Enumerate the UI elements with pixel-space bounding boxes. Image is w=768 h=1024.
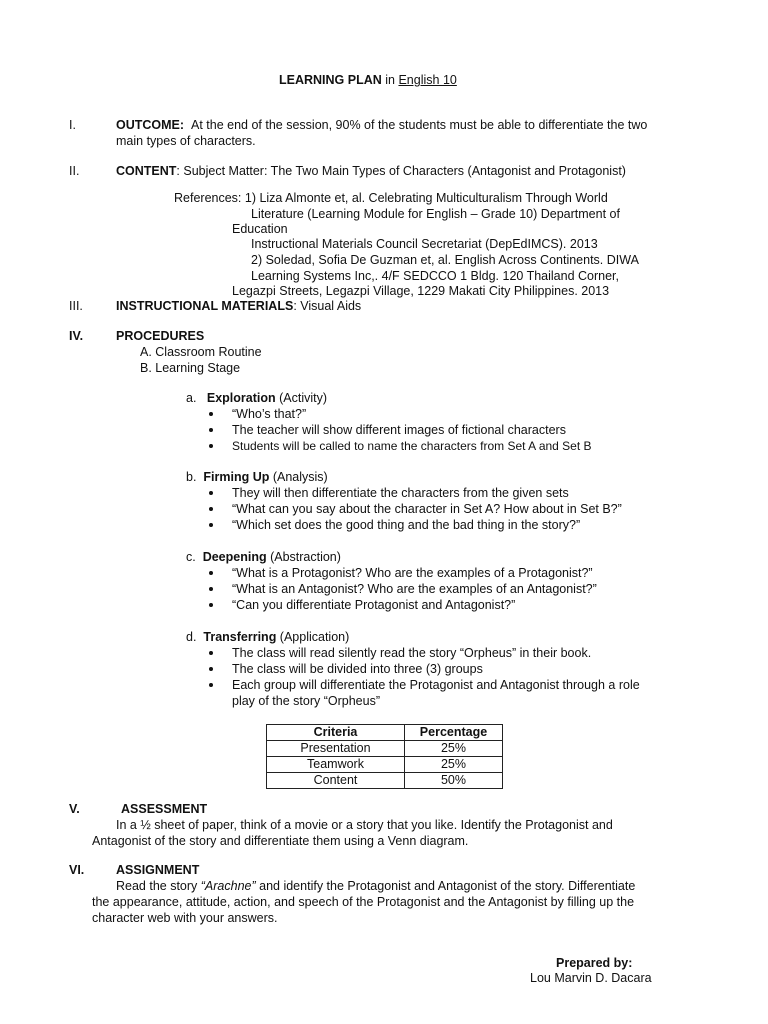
stage-name: Deepening	[202, 550, 267, 564]
table-cell: Content	[267, 773, 405, 789]
stage-transferring-heading	[186, 629, 349, 645]
assignment-pre: Read the story	[116, 879, 201, 893]
procedures-label: PROCEDURES	[116, 329, 205, 343]
list-item: “What can you say about the character in Set A? How about in Set B?”	[232, 502, 622, 516]
outcome-label: OUTCOME:	[116, 118, 185, 132]
list-item-continuation: play of the story “Orpheus”	[232, 694, 380, 708]
table-row	[267, 741, 503, 757]
bullet-icon	[209, 683, 213, 687]
assignment-line1	[116, 878, 635, 894]
list-item: The teacher will show different images of fictional characters	[232, 423, 566, 437]
procedures-item-a: A. Classroom Routine	[140, 345, 262, 359]
stage-name: Transferring	[203, 630, 277, 644]
stage-type: (Analysis)	[269, 470, 328, 484]
assessment-line1: In a ½ sheet of paper, think of a movie or a story that you like. Identify the Protagonist and	[116, 818, 613, 832]
assignment-label: ASSIGNMENT	[116, 863, 200, 877]
assignment-numeral: VI.	[69, 863, 85, 877]
bullet-icon	[209, 603, 213, 607]
assignment-line2: the appearance, attitude, action, and speech of the Protagonist and the Antagonist by filling up the	[92, 895, 635, 909]
stage-letter: c.	[186, 550, 196, 564]
table-row	[267, 773, 503, 789]
procedures-item-b: B. Learning Stage	[140, 361, 241, 375]
outcome-text1: At the end of the session, 90% of the students must be able to differentiate the two	[191, 118, 648, 132]
list-item: They will then differentiate the characters from the given sets	[232, 486, 569, 500]
assessment-line2: Antagonist of the story and differentiate them using a Venn diagram.	[92, 834, 469, 848]
assignment-story: “Arachne”	[200, 879, 256, 893]
preparer-name: Lou Marvin D. Dacara	[530, 971, 652, 985]
list-item: “What is an Antagonist? Who are the examples of an Antagonist?”	[232, 582, 597, 596]
materials-numeral: III.	[69, 299, 83, 313]
document-title	[279, 72, 457, 88]
stage-name: Firming Up	[203, 470, 270, 484]
table-cell: 50%	[405, 773, 503, 789]
criteria-table	[266, 724, 503, 789]
reference-line-2: Literature (Learning Module for English – Grade 10) Department of	[251, 207, 620, 221]
outcome-line1	[116, 117, 647, 133]
bullet-icon	[209, 444, 213, 448]
list-item: “Which set does the good thing and the bad thing in the story?”	[232, 518, 581, 532]
stage-type: (Activity)	[275, 391, 328, 405]
list-item: Each group will differentiate the Protagonist and Antagonist through a role	[232, 678, 640, 692]
content-label: CONTENT	[116, 164, 177, 178]
assignment-post: and identify the Protagonist and Antagonist of the story. Differentiate	[255, 879, 636, 893]
content-text: : Subject Matter: The Two Main Types of Characters (Antagonist and Protagonist)	[176, 164, 626, 178]
reference-line-1: References: 1) Liza Almonte et, al. Celebrating Multiculturalism Through World	[174, 191, 608, 205]
reference-line-7: Legazpi Streets, Legazpi Village, 1229 Makati City Philippines. 2013	[232, 284, 610, 298]
list-item: The class will read silently read the story “Orpheus” in their book.	[232, 646, 592, 660]
outcome-numeral: I.	[69, 118, 76, 132]
stage-type: (Abstraction)	[266, 550, 341, 564]
stage-name: Exploration	[206, 391, 276, 405]
reference-line-3: Education	[232, 222, 288, 236]
table-cell: Presentation	[267, 741, 405, 757]
list-item: “Who’s that?”	[232, 407, 307, 421]
reference-line-6: Learning Systems Inc,. 4/F SEDCCO 1 Bldg. 120 Thailand Corner,	[251, 269, 620, 283]
assessment-label: ASSESSMENT	[121, 802, 208, 816]
content-numeral: II.	[69, 164, 80, 178]
bullet-icon	[209, 571, 213, 575]
materials-text: : Visual Aids	[293, 299, 362, 313]
reference-line-4: Instructional Materials Council Secretariat (DepEdIMCS). 2013	[251, 237, 598, 251]
prepared-by-label: Prepared by:	[556, 956, 633, 970]
title-subject: English 10	[398, 73, 457, 87]
list-item: Students will be called to name the characters from Set A and Set B	[232, 439, 592, 453]
stage-letter: b.	[186, 470, 197, 484]
bullet-icon	[209, 412, 213, 416]
table-cell: 25%	[405, 757, 503, 773]
list-item: “Can you differentiate Protagonist and Antagonist?”	[232, 598, 516, 612]
content-line	[116, 163, 626, 179]
bullet-icon	[209, 428, 213, 432]
table-cell: 25%	[405, 741, 503, 757]
bullet-icon	[209, 667, 213, 671]
procedures-numeral: IV.	[69, 329, 84, 343]
materials-label: INSTRUCTIONAL MATERIALS	[116, 299, 294, 313]
table-row	[267, 757, 503, 773]
bullet-icon	[209, 587, 213, 591]
reference-line-5: 2) Soledad, Sofia De Guzman et, al. English Across Continents. DIWA	[251, 253, 639, 267]
table-header: Percentage	[405, 725, 503, 741]
table-cell: Teamwork	[267, 757, 405, 773]
bullet-icon	[209, 523, 213, 527]
table-header-row	[267, 725, 503, 741]
stage-firming-up-heading	[186, 469, 328, 485]
bullet-icon	[209, 491, 213, 495]
stage-letter: d.	[186, 630, 197, 644]
assignment-line3: character web with your answers.	[92, 911, 278, 925]
materials-line	[116, 298, 361, 314]
title-mid: in	[381, 73, 399, 87]
bullet-icon	[209, 651, 213, 655]
stage-letter: a.	[186, 391, 197, 405]
bullet-icon	[209, 507, 213, 511]
stage-type: (Application)	[276, 630, 350, 644]
stage-deepening-heading	[186, 549, 341, 565]
stage-exploration-heading	[186, 390, 327, 406]
list-item: The class will be divided into three (3) groups	[232, 662, 483, 676]
outcome-line2: main types of characters.	[116, 134, 256, 148]
assessment-numeral: V.	[69, 802, 80, 816]
list-item: “What is a Protagonist? Who are the examples of a Protagonist?”	[232, 566, 593, 580]
table-header: Criteria	[267, 725, 405, 741]
title-bold: LEARNING PLAN	[279, 73, 382, 87]
